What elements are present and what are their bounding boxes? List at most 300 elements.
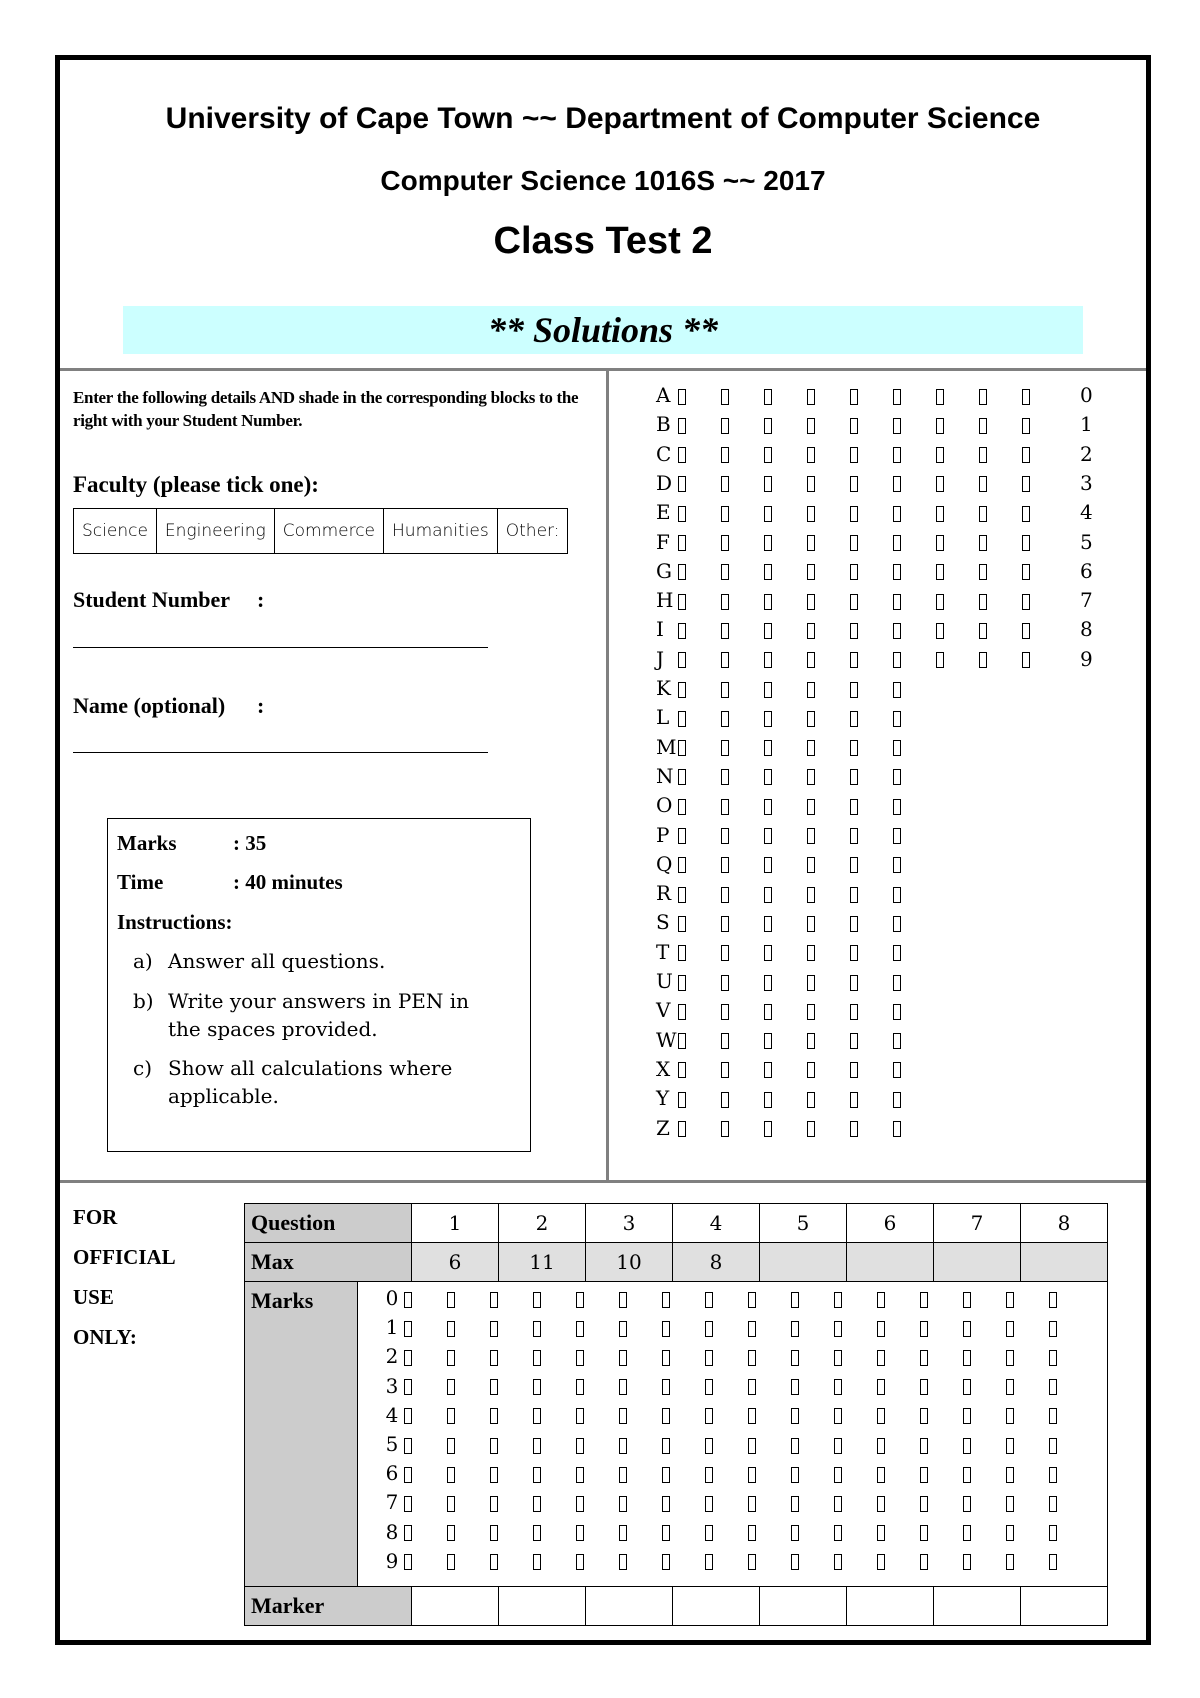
shade-box[interactable] (850, 418, 858, 434)
shade-box[interactable] (893, 887, 901, 903)
marks-shade-box[interactable] (705, 1408, 713, 1424)
shade-box[interactable] (721, 418, 729, 434)
marks-shade-box[interactable] (877, 1554, 885, 1570)
marks-shade-box[interactable] (748, 1525, 756, 1541)
marks-shade-box[interactable] (877, 1379, 885, 1395)
marks-shade-box[interactable] (490, 1467, 498, 1483)
marks-shade-box[interactable] (920, 1292, 928, 1308)
marks-shade-box[interactable] (877, 1350, 885, 1366)
shade-box[interactable] (678, 945, 686, 961)
marks-shade-box[interactable] (576, 1350, 584, 1366)
shade-box[interactable] (764, 535, 772, 551)
marks-shade-box[interactable] (748, 1321, 756, 1337)
marks-shade-box[interactable] (834, 1379, 842, 1395)
shade-box[interactable] (807, 594, 815, 610)
marks-shade-box[interactable] (834, 1321, 842, 1337)
shade-box[interactable] (678, 476, 686, 492)
shade-box[interactable] (850, 1092, 858, 1108)
marks-shade-box[interactable] (662, 1408, 670, 1424)
marks-shade-box[interactable] (576, 1554, 584, 1570)
marks-shade-box[interactable] (1006, 1321, 1014, 1337)
marks-shade-box[interactable] (533, 1438, 541, 1454)
marks-shade-box[interactable] (447, 1292, 455, 1308)
marker-cell[interactable] (760, 1587, 847, 1626)
shade-box[interactable] (807, 652, 815, 668)
marks-shade-box[interactable] (791, 1292, 799, 1308)
shade-box[interactable] (850, 1062, 858, 1078)
marks-shade-box[interactable] (404, 1408, 412, 1424)
marks-shade-box[interactable] (705, 1467, 713, 1483)
marks-shade-box[interactable] (877, 1496, 885, 1512)
shade-box[interactable] (1022, 447, 1030, 463)
shade-box[interactable] (979, 476, 987, 492)
shade-box[interactable] (807, 799, 815, 815)
shade-box[interactable] (1022, 564, 1030, 580)
marker-cell[interactable] (412, 1587, 499, 1626)
shade-box[interactable] (893, 1004, 901, 1020)
marks-shade-box[interactable] (662, 1438, 670, 1454)
shade-box[interactable] (979, 564, 987, 580)
marks-shade-box[interactable] (791, 1554, 799, 1570)
shade-box[interactable] (850, 623, 858, 639)
marks-shade-box[interactable] (533, 1467, 541, 1483)
marks-shade-box[interactable] (1049, 1525, 1057, 1541)
shade-box[interactable] (764, 711, 772, 727)
marker-cell[interactable] (586, 1587, 673, 1626)
shade-box[interactable] (936, 652, 944, 668)
shade-box[interactable] (721, 594, 729, 610)
marks-shade-box[interactable] (447, 1350, 455, 1366)
shade-box[interactable] (807, 857, 815, 873)
shade-box[interactable] (764, 1121, 772, 1137)
marks-shade-box[interactable] (877, 1292, 885, 1308)
shade-box[interactable] (764, 447, 772, 463)
marks-shade-box[interactable] (662, 1350, 670, 1366)
shade-box[interactable] (893, 594, 901, 610)
shade-box[interactable] (979, 418, 987, 434)
marks-shade-box[interactable] (1006, 1438, 1014, 1454)
shade-box[interactable] (678, 1033, 686, 1049)
shade-box[interactable] (850, 769, 858, 785)
shade-box[interactable] (1022, 535, 1030, 551)
shade-box[interactable] (979, 652, 987, 668)
shade-box[interactable] (721, 1121, 729, 1137)
marks-shade-box[interactable] (619, 1321, 627, 1337)
marks-shade-box[interactable] (447, 1467, 455, 1483)
marks-shade-box[interactable] (963, 1321, 971, 1337)
shade-box[interactable] (807, 887, 815, 903)
shade-box[interactable] (721, 887, 729, 903)
marks-shade-box[interactable] (1006, 1496, 1014, 1512)
marks-shade-box[interactable] (1049, 1496, 1057, 1512)
marks-shade-box[interactable] (877, 1438, 885, 1454)
shade-box[interactable] (1022, 418, 1030, 434)
shade-box[interactable] (764, 887, 772, 903)
marks-shade-box[interactable] (490, 1321, 498, 1337)
shade-box[interactable] (678, 594, 686, 610)
shade-box[interactable] (764, 389, 772, 405)
shade-box[interactable] (764, 652, 772, 668)
marks-shade-box[interactable] (619, 1350, 627, 1366)
marks-shade-box[interactable] (404, 1496, 412, 1512)
name-field[interactable] (73, 752, 488, 753)
marks-shade-box[interactable] (920, 1408, 928, 1424)
marks-shade-box[interactable] (748, 1438, 756, 1454)
shade-box[interactable] (721, 1033, 729, 1049)
shade-box[interactable] (678, 623, 686, 639)
marks-shade-box[interactable] (619, 1496, 627, 1512)
marks-shade-box[interactable] (447, 1438, 455, 1454)
shade-box[interactable] (936, 506, 944, 522)
marks-shade-box[interactable] (963, 1438, 971, 1454)
shade-box[interactable] (893, 857, 901, 873)
marks-shade-box[interactable] (791, 1321, 799, 1337)
marks-shade-box[interactable] (576, 1525, 584, 1541)
shade-box[interactable] (678, 447, 686, 463)
shade-box[interactable] (764, 828, 772, 844)
shade-box[interactable] (893, 945, 901, 961)
marks-shade-box[interactable] (834, 1554, 842, 1570)
marks-shade-box[interactable] (920, 1525, 928, 1541)
marks-shade-box[interactable] (748, 1554, 756, 1570)
shade-box[interactable] (893, 828, 901, 844)
shade-box[interactable] (678, 682, 686, 698)
marks-shade-box[interactable] (533, 1525, 541, 1541)
marker-cell[interactable] (1021, 1587, 1108, 1626)
marks-shade-box[interactable] (791, 1467, 799, 1483)
shade-box[interactable] (807, 623, 815, 639)
marks-shade-box[interactable] (533, 1321, 541, 1337)
shade-box[interactable] (678, 1004, 686, 1020)
marks-shade-box[interactable] (705, 1292, 713, 1308)
shade-box[interactable] (721, 564, 729, 580)
shade-box[interactable] (936, 476, 944, 492)
marks-shade-box[interactable] (619, 1467, 627, 1483)
shade-box[interactable] (893, 623, 901, 639)
marks-shade-box[interactable] (748, 1467, 756, 1483)
faculty-option-humanities[interactable]: Humanities (384, 509, 498, 554)
marks-shade-box[interactable] (490, 1292, 498, 1308)
shade-box[interactable] (850, 887, 858, 903)
shade-box[interactable] (721, 769, 729, 785)
marks-shade-box[interactable] (619, 1379, 627, 1395)
marks-shade-box[interactable] (1006, 1408, 1014, 1424)
shade-box[interactable] (850, 828, 858, 844)
shade-box[interactable] (1022, 652, 1030, 668)
shade-box[interactable] (936, 535, 944, 551)
marks-shade-box[interactable] (834, 1408, 842, 1424)
marks-shade-box[interactable] (1049, 1292, 1057, 1308)
shade-box[interactable] (678, 564, 686, 580)
shade-box[interactable] (678, 1121, 686, 1137)
shade-box[interactable] (893, 1121, 901, 1137)
shade-box[interactable] (850, 506, 858, 522)
shade-box[interactable] (721, 506, 729, 522)
shade-box[interactable] (850, 711, 858, 727)
shade-box[interactable] (893, 652, 901, 668)
marks-shade-box[interactable] (447, 1321, 455, 1337)
shade-box[interactable] (893, 740, 901, 756)
shade-box[interactable] (807, 447, 815, 463)
marks-shade-box[interactable] (834, 1525, 842, 1541)
shade-box[interactable] (764, 799, 772, 815)
shade-box[interactable] (979, 447, 987, 463)
marks-shade-box[interactable] (576, 1321, 584, 1337)
marks-shade-box[interactable] (748, 1408, 756, 1424)
marks-shade-box[interactable] (404, 1438, 412, 1454)
shade-box[interactable] (721, 711, 729, 727)
shade-box[interactable] (764, 1033, 772, 1049)
marks-shade-box[interactable] (404, 1525, 412, 1541)
shade-box[interactable] (979, 535, 987, 551)
marks-shade-box[interactable] (576, 1438, 584, 1454)
marks-shade-box[interactable] (1049, 1350, 1057, 1366)
shade-box[interactable] (807, 916, 815, 932)
marks-shade-box[interactable] (576, 1496, 584, 1512)
marks-shade-box[interactable] (533, 1554, 541, 1570)
marks-shade-box[interactable] (1006, 1467, 1014, 1483)
marks-shade-box[interactable] (1049, 1408, 1057, 1424)
shade-box[interactable] (807, 828, 815, 844)
shade-box[interactable] (807, 535, 815, 551)
shade-box[interactable] (893, 535, 901, 551)
shade-box[interactable] (850, 535, 858, 551)
marks-shade-box[interactable] (791, 1350, 799, 1366)
marks-shade-box[interactable] (920, 1467, 928, 1483)
shade-box[interactable] (764, 564, 772, 580)
marks-shade-box[interactable] (576, 1379, 584, 1395)
marks-shade-box[interactable] (834, 1496, 842, 1512)
marks-shade-box[interactable] (1049, 1379, 1057, 1395)
shade-box[interactable] (764, 857, 772, 873)
marks-shade-box[interactable] (834, 1438, 842, 1454)
shade-box[interactable] (893, 447, 901, 463)
shade-box[interactable] (893, 975, 901, 991)
shade-box[interactable] (893, 1033, 901, 1049)
shade-box[interactable] (936, 418, 944, 434)
shade-box[interactable] (764, 506, 772, 522)
shade-box[interactable] (721, 1062, 729, 1078)
shade-box[interactable] (850, 652, 858, 668)
shade-box[interactable] (979, 506, 987, 522)
marks-shade-box[interactable] (1006, 1554, 1014, 1570)
shade-box[interactable] (678, 828, 686, 844)
marks-shade-box[interactable] (1006, 1350, 1014, 1366)
marks-shade-box[interactable] (1049, 1467, 1057, 1483)
shade-box[interactable] (979, 594, 987, 610)
marks-shade-box[interactable] (748, 1350, 756, 1366)
shade-box[interactable] (678, 418, 686, 434)
marks-shade-box[interactable] (963, 1408, 971, 1424)
marks-shade-box[interactable] (404, 1350, 412, 1366)
marks-shade-box[interactable] (576, 1408, 584, 1424)
shade-box[interactable] (893, 476, 901, 492)
marks-shade-box[interactable] (834, 1292, 842, 1308)
shade-box[interactable] (764, 945, 772, 961)
marks-shade-box[interactable] (963, 1379, 971, 1395)
shade-box[interactable] (850, 447, 858, 463)
shade-box[interactable] (1022, 594, 1030, 610)
marks-shade-box[interactable] (490, 1525, 498, 1541)
marks-shade-box[interactable] (791, 1496, 799, 1512)
shade-box[interactable] (678, 1092, 686, 1108)
shade-box[interactable] (721, 916, 729, 932)
shade-box[interactable] (678, 389, 686, 405)
marks-shade-box[interactable] (447, 1379, 455, 1395)
marks-shade-box[interactable] (533, 1496, 541, 1512)
shade-box[interactable] (721, 447, 729, 463)
shade-box[interactable] (807, 975, 815, 991)
shade-box[interactable] (764, 1004, 772, 1020)
shade-box[interactable] (936, 389, 944, 405)
marker-cell[interactable] (673, 1587, 760, 1626)
marks-shade-box[interactable] (662, 1467, 670, 1483)
marks-shade-box[interactable] (705, 1554, 713, 1570)
marks-shade-box[interactable] (834, 1350, 842, 1366)
shade-box[interactable] (721, 476, 729, 492)
shade-box[interactable] (893, 1062, 901, 1078)
shade-box[interactable] (807, 682, 815, 698)
shade-box[interactable] (936, 564, 944, 580)
shade-box[interactable] (721, 682, 729, 698)
shade-box[interactable] (721, 828, 729, 844)
shade-box[interactable] (721, 535, 729, 551)
marks-shade-box[interactable] (662, 1379, 670, 1395)
marks-shade-box[interactable] (404, 1321, 412, 1337)
shade-box[interactable] (893, 769, 901, 785)
marks-shade-box[interactable] (447, 1496, 455, 1512)
marks-shade-box[interactable] (404, 1292, 412, 1308)
faculty-option-other[interactable]: Other: (497, 509, 568, 554)
shade-box[interactable] (721, 623, 729, 639)
shade-box[interactable] (678, 916, 686, 932)
faculty-option-engineering[interactable]: Engineering (156, 509, 274, 554)
marks-shade-box[interactable] (963, 1525, 971, 1541)
shade-box[interactable] (764, 1062, 772, 1078)
shade-box[interactable] (764, 418, 772, 434)
shade-box[interactable] (850, 1004, 858, 1020)
faculty-option-science[interactable]: Science (74, 509, 157, 554)
marks-shade-box[interactable] (619, 1408, 627, 1424)
shade-box[interactable] (764, 476, 772, 492)
shade-box[interactable] (807, 1004, 815, 1020)
shade-box[interactable] (678, 799, 686, 815)
shade-box[interactable] (764, 975, 772, 991)
shade-box[interactable] (807, 769, 815, 785)
marks-shade-box[interactable] (533, 1379, 541, 1395)
shade-box[interactable] (764, 623, 772, 639)
shade-box[interactable] (764, 1092, 772, 1108)
marks-shade-box[interactable] (1049, 1438, 1057, 1454)
marks-shade-box[interactable] (1006, 1525, 1014, 1541)
shade-box[interactable] (807, 740, 815, 756)
marks-shade-box[interactable] (490, 1350, 498, 1366)
shade-box[interactable] (893, 418, 901, 434)
marks-shade-box[interactable] (619, 1292, 627, 1308)
marks-shade-box[interactable] (920, 1350, 928, 1366)
shade-box[interactable] (807, 506, 815, 522)
marks-shade-box[interactable] (705, 1379, 713, 1395)
marks-shade-box[interactable] (447, 1554, 455, 1570)
marks-shade-box[interactable] (920, 1554, 928, 1570)
shade-box[interactable] (936, 594, 944, 610)
marks-shade-box[interactable] (791, 1525, 799, 1541)
shade-box[interactable] (721, 857, 729, 873)
marks-shade-box[interactable] (748, 1496, 756, 1512)
shade-box[interactable] (850, 564, 858, 580)
marks-shade-box[interactable] (705, 1496, 713, 1512)
marks-shade-box[interactable] (705, 1438, 713, 1454)
shade-box[interactable] (850, 594, 858, 610)
marks-shade-box[interactable] (748, 1292, 756, 1308)
shade-box[interactable] (1022, 389, 1030, 405)
shade-box[interactable] (807, 564, 815, 580)
shade-box[interactable] (678, 711, 686, 727)
shade-box[interactable] (764, 682, 772, 698)
shade-box[interactable] (678, 769, 686, 785)
shade-box[interactable] (850, 857, 858, 873)
marks-shade-box[interactable] (963, 1467, 971, 1483)
student-number-field[interactable] (73, 647, 488, 648)
shade-box[interactable] (678, 857, 686, 873)
marks-shade-box[interactable] (705, 1525, 713, 1541)
marks-shade-box[interactable] (662, 1496, 670, 1512)
marks-shade-box[interactable] (963, 1496, 971, 1512)
shade-box[interactable] (893, 389, 901, 405)
marks-shade-box[interactable] (705, 1350, 713, 1366)
marks-shade-box[interactable] (963, 1350, 971, 1366)
marks-shade-box[interactable] (490, 1438, 498, 1454)
shade-box[interactable] (893, 1092, 901, 1108)
shade-box[interactable] (807, 476, 815, 492)
shade-box[interactable] (1022, 476, 1030, 492)
marks-shade-box[interactable] (662, 1292, 670, 1308)
marks-shade-box[interactable] (877, 1321, 885, 1337)
marks-shade-box[interactable] (791, 1438, 799, 1454)
marks-shade-box[interactable] (920, 1496, 928, 1512)
marker-cell[interactable] (499, 1587, 586, 1626)
shade-box[interactable] (893, 564, 901, 580)
shade-box[interactable] (893, 711, 901, 727)
marks-shade-box[interactable] (619, 1438, 627, 1454)
shade-box[interactable] (1022, 623, 1030, 639)
marks-shade-box[interactable] (447, 1408, 455, 1424)
shade-box[interactable] (678, 1062, 686, 1078)
marks-shade-box[interactable] (963, 1292, 971, 1308)
shade-box[interactable] (850, 799, 858, 815)
marks-shade-box[interactable] (705, 1321, 713, 1337)
marks-shade-box[interactable] (877, 1525, 885, 1541)
marks-shade-box[interactable] (1006, 1379, 1014, 1395)
shade-box[interactable] (850, 1033, 858, 1049)
shade-box[interactable] (678, 975, 686, 991)
shade-box[interactable] (893, 916, 901, 932)
marks-shade-box[interactable] (748, 1379, 756, 1395)
marks-shade-box[interactable] (404, 1554, 412, 1570)
marks-shade-box[interactable] (490, 1554, 498, 1570)
marks-shade-box[interactable] (662, 1554, 670, 1570)
marks-shade-box[interactable] (791, 1379, 799, 1395)
shade-box[interactable] (678, 887, 686, 903)
shade-box[interactable] (678, 506, 686, 522)
marks-shade-box[interactable] (619, 1554, 627, 1570)
shade-box[interactable] (850, 476, 858, 492)
marks-shade-box[interactable] (1006, 1292, 1014, 1308)
shade-box[interactable] (1022, 506, 1030, 522)
marks-shade-box[interactable] (662, 1525, 670, 1541)
marks-shade-box[interactable] (1049, 1321, 1057, 1337)
marks-shade-box[interactable] (576, 1467, 584, 1483)
